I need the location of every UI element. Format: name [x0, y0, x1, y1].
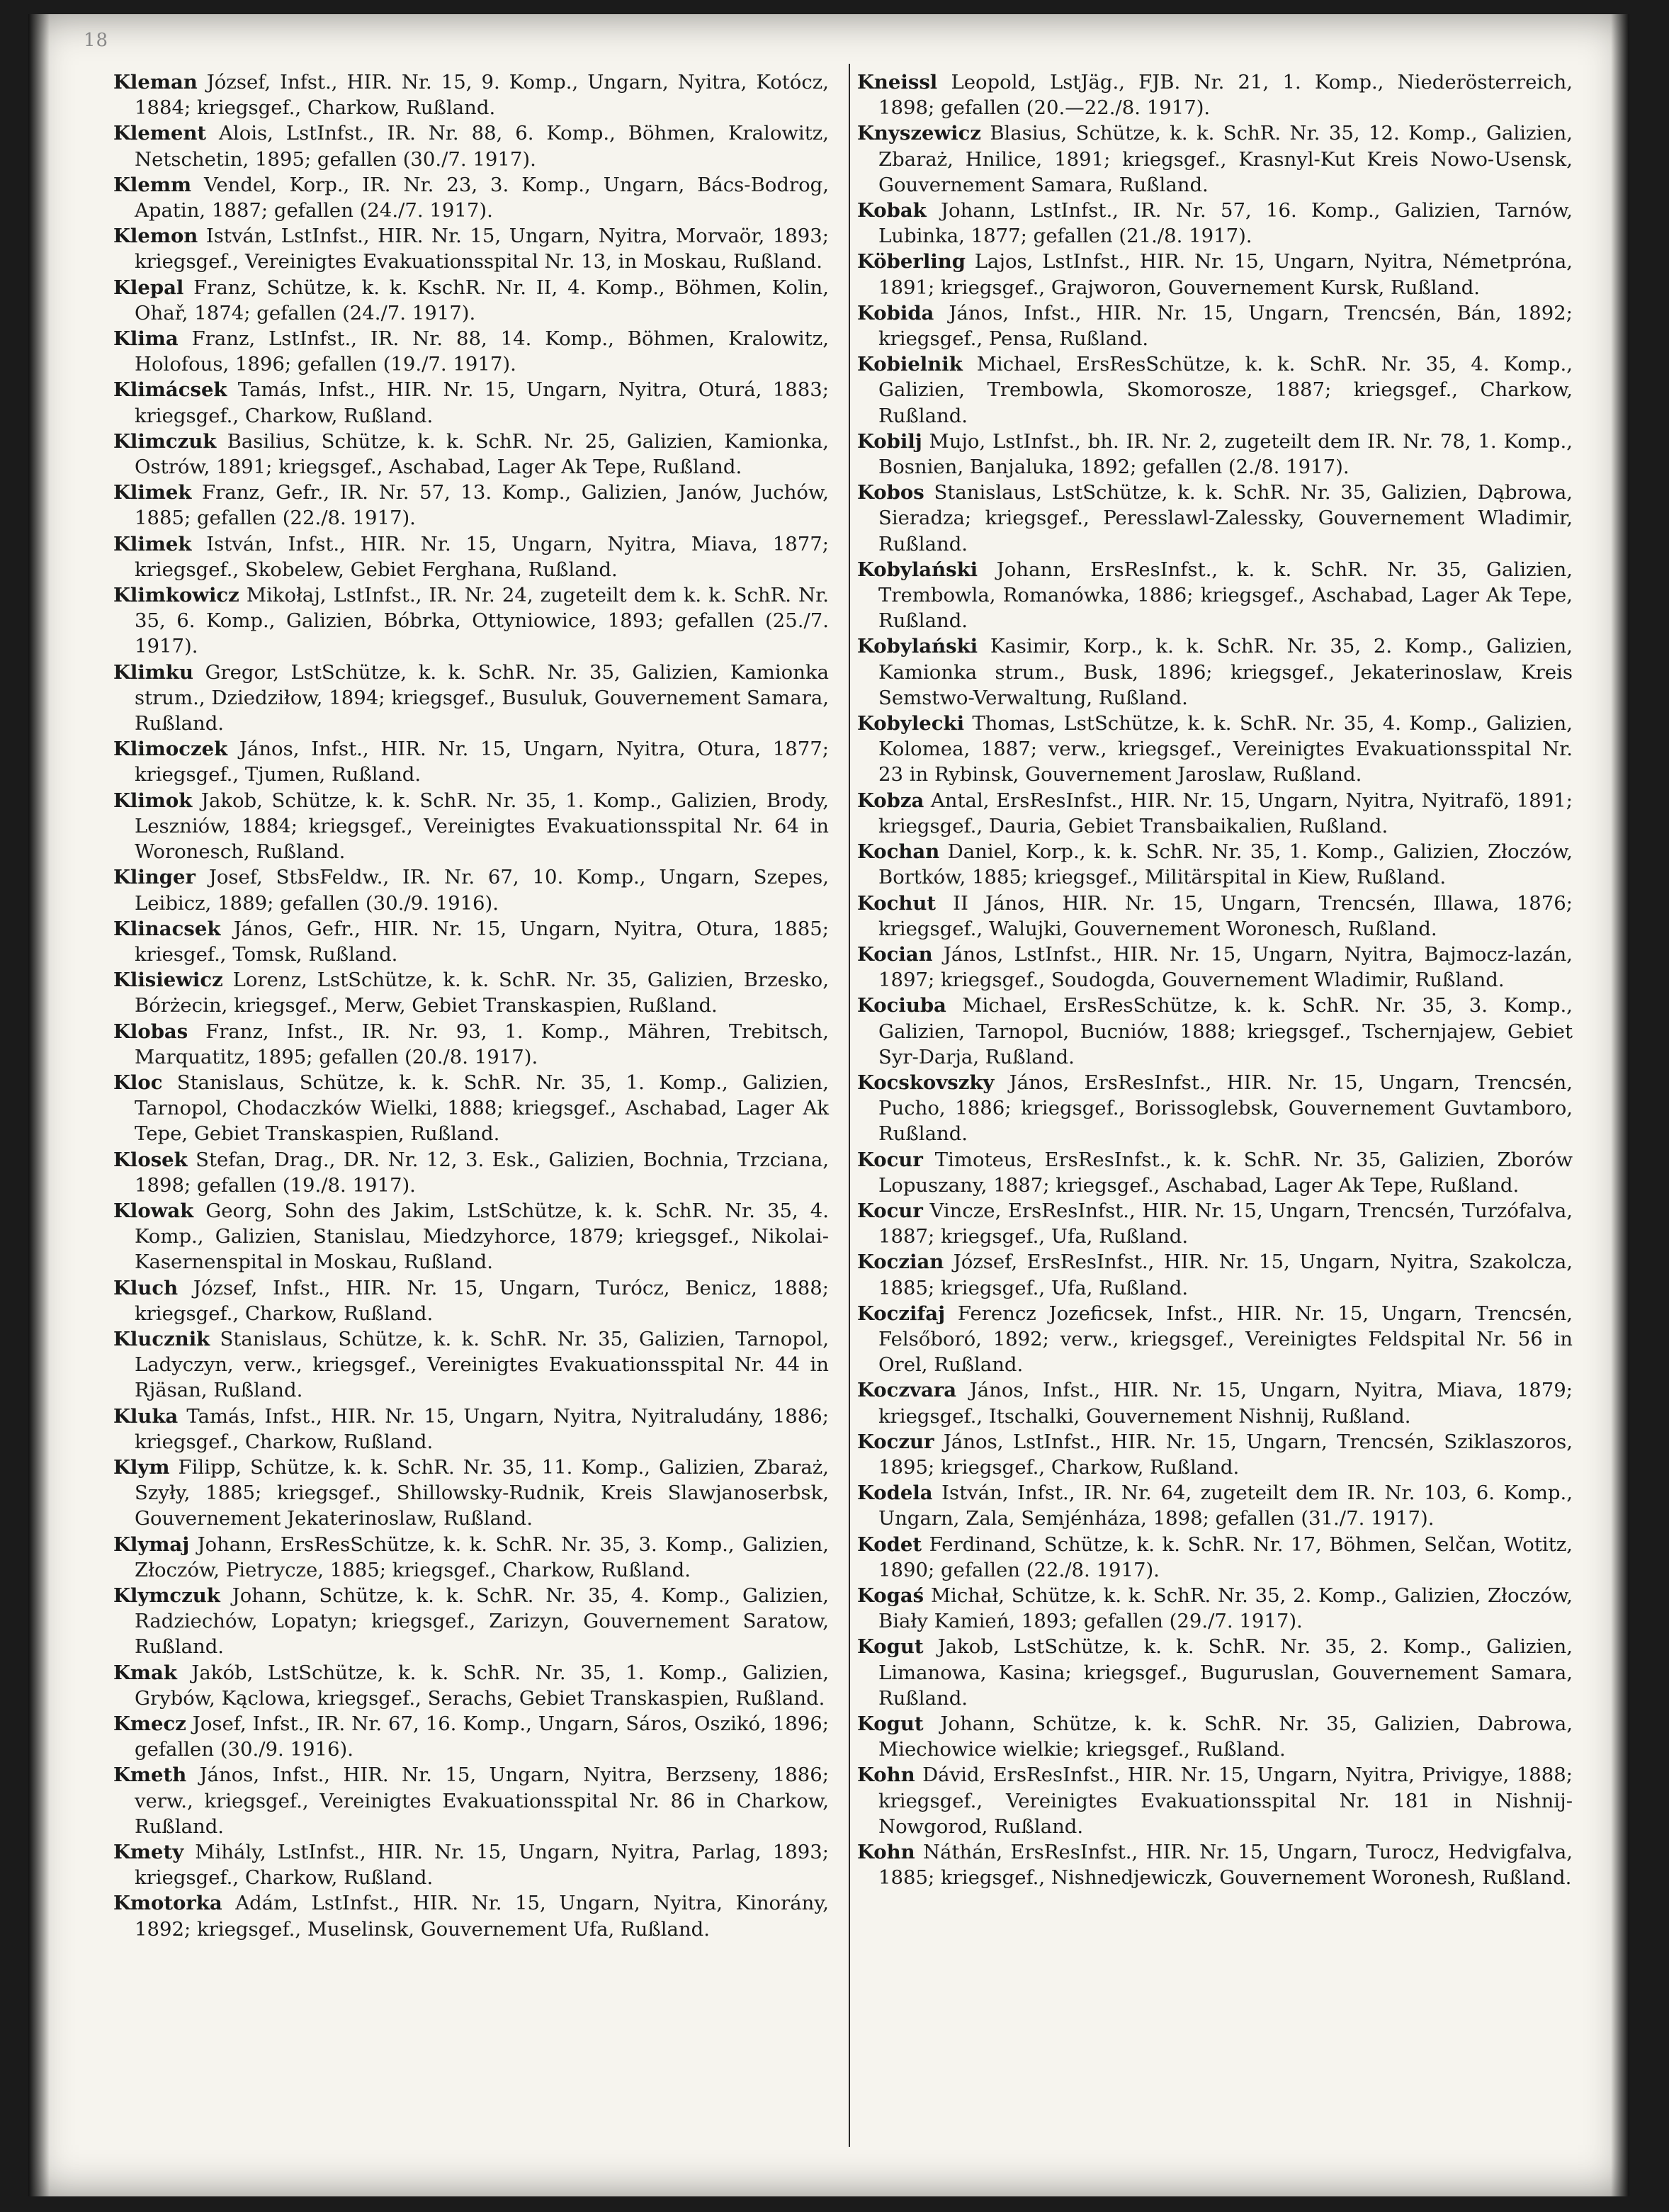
entry-surname: Kmeth: [113, 1764, 187, 1787]
list-entry: [113, 1455, 829, 1532]
entry-details: Josef, Infst., IR. Nr. 67, 16. Komp., Ungarn, Sáros, Oszikó, 1896; gefallen (30./9. 1916).: [135, 1712, 829, 1761]
entry-details: Tamás, Infst., HIR. Nr. 15, Ungarn, Nyitra, Oturá, 1883; kriegsgef., Charkow, Rußland.: [135, 378, 829, 427]
entry-surname: Klimek: [113, 481, 192, 504]
entry-surname: Klimek: [113, 532, 192, 555]
list-entry: [857, 1480, 1573, 1531]
list-entry: [113, 1660, 829, 1711]
entry-details: Mikołaj, LstInfst., IR. Nr. 24, zugeteilt dem k. k. SchR. Nr. 35, 6. Komp., Galizien, Bóbrka, Ottyniowice, 1893; gefallen (25./7. 1917).: [135, 584, 829, 658]
entry-details: Mihály, LstInfst., HIR. Nr. 15, Ungarn, Nyitra, Parlag, 1893; kriegsgef., Charkow, Rußland.: [135, 1841, 830, 1890]
entry-details: János, Infst., HIR. Nr. 15, Ungarn, Trencsén, Bán, 1892; kriegsgef., Pensa, Rußland.: [878, 301, 1573, 351]
entry-details: Vendel, Korp., IR. Nr. 23, 3. Komp., Ungarn, Bács-Bodrog, Apatin, 1887; gefallen (24./7. 1917).: [135, 173, 829, 222]
list-entry: [113, 916, 829, 967]
list-entry: [857, 480, 1573, 557]
entry-details: Daniel, Korp., k. k. SchR. Nr. 35, 1. Komp., Galizien, Złoczów, Bortków, 1885; kriegsgef., Militärspital in Kiew, Rußland.: [878, 840, 1573, 889]
entry-surname: Klisiewicz: [113, 969, 223, 992]
list-entry: [857, 429, 1573, 480]
entry-details: Alois, LstInfst., IR. Nr. 88, 6. Komp., Böhmen, Kralowitz, Netschetin, 1895; gefallen (30./7. 1917).: [135, 122, 829, 171]
entry-surname: Klinacsek: [113, 917, 221, 940]
list-entry: [857, 1147, 1573, 1198]
entry-surname: Klymczuk: [113, 1584, 220, 1607]
entry-surname: Kmecz: [113, 1712, 186, 1735]
list-entry: [113, 1326, 829, 1404]
list-entry: [113, 531, 829, 582]
list-entry: [857, 788, 1573, 839]
entry-details: Stanislaus, Schütze, k. k. SchR. Nr. 35, Galizien, Tarnopol, Ladyczyn, verw., kriegsgef., Vereinigtes Evakuationsspital Nr. 44 in Rjäsan, Rußland.: [135, 1327, 829, 1402]
entry-surname: Kobak: [857, 199, 927, 222]
entry-details: Stanislaus, LstSchütze, k. k. SchR. Nr. 35, Galizien, Dąbrowa, Sieradza; kriegsgef., Peresslawl-Zalessky, Gouvernement Wladimir, Rußland.: [878, 481, 1573, 555]
entry-surname: Kodet: [857, 1533, 922, 1556]
entry-surname: Klinger: [113, 866, 196, 889]
entry-details: Lorenz, LstSchütze, k. k. SchR. Nr. 35, Galizien, Brzesko, Bórżecin, kriegsgef., Merw, Gebiet Transkaspien, Rußland.: [135, 969, 829, 1017]
list-entry: [857, 69, 1573, 120]
entry-surname: Kochut: [857, 891, 937, 915]
entry-details: József, Infst., HIR. Nr. 15, 9. Komp., Ungarn, Nyitra, Kotócz, 1884; kriegsgef., Charkow, Rußland.: [135, 71, 830, 120]
entry-surname: Klimácsek: [113, 378, 227, 402]
entry-surname: Klimczuk: [113, 429, 217, 453]
entry-details: Michael, ErsResSchütze, k. k. SchR. Nr. 35, 4. Komp., Galizien, Trembowla, Skomorosze, 1887; kriegsgef., Charkow, Rußland.: [878, 353, 1573, 427]
list-entry: [857, 1583, 1573, 1634]
entry-details: Johann, ErsResInfst., k. k. SchR. Nr. 35, Galizien, Trembowla, Romanówka, 1886; kriegsgef., Aschabad, Lager Ak Tepe, Rußland.: [878, 558, 1573, 633]
entry-details: Náthán, ErsResInfst., HIR. Nr. 15, Ungarn, Turocz, Hedvigfalva, 1885; kriegsgef., Nishnedjewiczk, Gouvernement Woronesh, Rußland.: [878, 1841, 1573, 1890]
entry-details: János, Infst., HIR. Nr. 15, Ungarn, Nyitra, Otura, 1877; kriegsgef., Tjumen, Rußland.: [135, 738, 829, 786]
entry-details: István, LstInfst., HIR. Nr. 15, Ungarn, Nyitra, Morvaör, 1893; kriegsgef., Vereinigtes Evakuationsspital Nr. 13, in Moskau, Rußland.: [135, 225, 829, 273]
entry-surname: Klymaj: [113, 1533, 190, 1556]
entry-details: Johann, Schütze, k. k. SchR. Nr. 35, Galizien, Dabrowa, Miechowice wielkie; kriegsgef., Rußland.: [878, 1712, 1573, 1761]
entry-surname: Kocur: [857, 1199, 923, 1222]
entry-surname: Klimok: [113, 789, 193, 812]
entry-details: József, Infst., HIR. Nr. 15, Ungarn, Turócz, Benicz, 1888; kriegsgef., Charkow, Rußland.: [135, 1276, 829, 1325]
entry-surname: Klepal: [113, 276, 184, 299]
entry-details: Thomas, LstSchütze, k. k. SchR. Nr. 35, 4. Komp., Galizien, Kolomea, 1887; verw., kriegsgef., Vereinigtes Evakuationsspital Nr. 23 in Rybinsk, Gouvernement Jaroslaw, Rußland.: [878, 712, 1573, 786]
list-entry: [113, 69, 829, 120]
list-entry: [113, 1275, 829, 1326]
entry-surname: Knyszewicz: [857, 122, 981, 145]
entry-details: Stefan, Drag., DR. Nr. 12, 3. Esk., Galizien, Bochnia, Trzciana, 1898; gefallen (19./8. 1917).: [135, 1148, 830, 1197]
left-column: [113, 69, 829, 1942]
list-entry: [113, 172, 829, 223]
entry-surname: Kobza: [857, 789, 924, 812]
entry-surname: Koczvara: [857, 1379, 957, 1402]
entry-surname: Kocskovszky: [857, 1071, 995, 1094]
list-entry: [113, 864, 829, 915]
entry-details: István, Infst., HIR. Nr. 15, Ungarn, Nyitra, Miava, 1877; kriegsgef., Skobelew, Gebiet Ferghana, Rußland.: [135, 532, 829, 581]
entry-surname: Kloc: [113, 1071, 163, 1094]
list-entry: [857, 1711, 1573, 1762]
entry-details: Basilius, Schütze, k. k. SchR. Nr. 25, Galizien, Kamionka, Ostrów, 1891; kriegsgef., Aschabad, Lager Ak Tepe, Rußland.: [135, 429, 829, 479]
list-entry: [113, 377, 829, 428]
entry-surname: Klima: [113, 327, 179, 351]
entry-details: János, LstInfst., HIR. Nr. 15, Ungarn, Nyitra, Bajmocz-lazán, 1897; kriegsgef., Soudogda, Gouvernement Wladimir, Rußland.: [878, 942, 1573, 992]
entry-surname: Klement: [113, 122, 207, 145]
list-entry: [113, 223, 829, 274]
list-entry: [857, 839, 1573, 890]
entry-surname: Kochan: [857, 840, 940, 864]
entry-details: Kasimir, Korp., k. k. SchR. Nr. 35, 2. Komp., Galizien, Kamionka strum., Busk, 1896; kriegsgef., Jekaterinoslaw, Kreis Semstwo-Verwaltung, Rußland.: [878, 635, 1573, 709]
list-entry: [113, 326, 829, 377]
entry-details: Franz, Schütze, k. k. KschR. Nr. II, 4. Komp., Böhmen, Kolin, Ohař, 1874; gefallen (24./7. 1917).: [135, 276, 829, 325]
entry-surname: Kneissl: [857, 71, 938, 94]
entry-surname: Kobos: [857, 481, 924, 504]
list-entry: [113, 1147, 829, 1198]
entry-details: Stanislaus, Schütze, k. k. SchR. Nr. 35, 1. Komp., Galizien, Tarnopol, Chodaczków Wielki, 1888; kriegsgef., Aschabad, Lager Ak Tepe, Gebiet Transkaspien, Rußland.: [135, 1071, 829, 1146]
list-entry: [857, 120, 1573, 198]
entry-surname: Kobielnik: [857, 353, 963, 376]
list-entry: [113, 120, 829, 171]
entry-surname: Kogaś: [857, 1584, 924, 1607]
list-entry: [857, 198, 1573, 249]
entry-surname: Kleman: [113, 71, 198, 94]
entry-surname: Kobilj: [857, 429, 922, 453]
entry-surname: Kmak: [113, 1661, 177, 1684]
entry-details: Ferencz Jozeficsek, Infst., HIR. Nr. 15, Ungarn, Trencsén, Felsőboró, 1892; verw., kriegsgef., Vereinigtes Feldspital Nr. 56 in Orel, Rußland.: [878, 1302, 1573, 1377]
scan-shadow-left: [28, 14, 50, 2196]
entry-details: Leopold, LstJäg., FJB. Nr. 21, 1. Komp., Niederösterreich, 1898; gefallen (20.—22./8. 1917).: [878, 71, 1573, 120]
list-entry: [857, 557, 1573, 634]
entry-details: Filipp, Schütze, k. k. SchR. Nr. 35, 11. Komp., Galizien, Zbaraż, Szyły, 1885; kriegsgef., Shillowsky-Rudnik, Kreis Slawjanoserbsk, Gouvernement Jekaterinoslaw, Rußland.: [135, 1455, 829, 1530]
entry-details: János, Infst., HIR. Nr. 15, Ungarn, Nyitra, Berzseny, 1886; verw., kriegsgef., Vereinigtes Evakuationsspital Nr. 86 in Charkow, Rußland.: [135, 1764, 829, 1838]
list-entry: [113, 660, 829, 737]
entry-details: Antal, ErsResInfst., HIR. Nr. 15, Ungarn, Nyitra, Nyitrafö, 1891; kriegsgef., Dauria, Gebiet Transbaikalien, Rußland.: [878, 789, 1573, 837]
entry-details: Jakób, LstSchütze, k. k. SchR. Nr. 35, 1. Komp., Galizien, Grybów, Kąclowa, kriegsgef., Serachs, Gebiet Transkaspien, Rußland.: [135, 1661, 829, 1710]
list-entry: [857, 1377, 1573, 1428]
entry-surname: Klowak: [113, 1199, 194, 1222]
entry-details: Franz, LstInfst., IR. Nr. 88, 14. Komp., Böhmen, Kralowitz, Holofous, 1896; gefallen (19./7. 1917).: [135, 327, 829, 376]
entry-details: Vincze, ErsResInfst., HIR. Nr. 15, Ungarn, Trencsén, Turzófalva, 1887; kriegsgef., Ufa, Rußland.: [878, 1199, 1573, 1248]
entry-surname: Kluch: [113, 1276, 179, 1299]
entry-details: Johann, Schütze, k. k. SchR. Nr. 35, 4. Komp., Galizien, Radziechów, Lopatyn; kriegsgef., Zarizyn, Gouvernement Saratow, Rußland.: [135, 1584, 830, 1659]
list-entry: [113, 275, 829, 326]
list-entry: [113, 582, 829, 660]
entry-details: Ferdinand, Schütze, k. k. SchR. Nr. 17, Böhmen, Selčan, Wotitz, 1890; gefallen (22./8. 1917).: [878, 1533, 1573, 1581]
list-entry: [857, 1198, 1573, 1249]
entry-surname: Kogut: [857, 1635, 924, 1659]
list-entry: [857, 1249, 1573, 1300]
entry-details: Franz, Gefr., IR. Nr. 57, 13. Komp., Galizien, Janów, Juchów, 1885; gefallen (22./8. 1917).: [135, 481, 829, 530]
entry-surname: Kluka: [113, 1404, 179, 1428]
list-entry: [857, 1070, 1573, 1147]
list-entry: [113, 1890, 829, 1941]
entry-details: Jakob, Schütze, k. k. SchR. Nr. 35, 1. Komp., Galizien, Brody, Leszniów, 1884; kriegsgef., Vereinigtes Evakuationsspital Nr. 64 in Woronesch, Rußland.: [135, 789, 830, 864]
entry-surname: Klimku: [113, 660, 193, 684]
list-entry: [113, 429, 829, 480]
list-entry: [113, 480, 829, 531]
list-entry: [113, 1711, 829, 1762]
list-entry: [113, 1532, 829, 1583]
entry-details: Josef, StbsFeldw., IR. Nr. 67, 10. Komp., Ungarn, Szepes, Leibicz, 1889; gefallen (30./9. 1916).: [135, 866, 829, 915]
list-entry: [857, 633, 1573, 711]
list-entry: [113, 736, 829, 787]
list-entry: [857, 1762, 1573, 1839]
entry-details: János, Gefr., HIR. Nr. 15, Ungarn, Nyitra, Otura, 1885; kriesgef., Tomsk, Rußland.: [135, 917, 829, 966]
list-entry: [857, 942, 1573, 993]
entry-surname: Kodela: [857, 1482, 933, 1505]
entry-details: Michael, ErsResSchütze, k. k. SchR. Nr. 35, 3. Komp., Galizien, Tarnopol, Bucniów, 1888; kriegsgef., Tschernjajew, Gebiet Syr-Darja, Rußland.: [878, 994, 1573, 1068]
entry-details: Johann, ErsResSchütze, k. k. SchR. Nr. 35, 3. Komp., Galizien, Złoczów, Pietrycze, 1885; kriegsgef., Charkow, Rußland.: [135, 1533, 829, 1581]
entry-surname: Kocian: [857, 942, 933, 966]
list-entry: [113, 1404, 829, 1455]
list-entry: [857, 1429, 1573, 1480]
list-entry: [113, 1839, 829, 1890]
entry-surname: Klobas: [113, 1020, 188, 1043]
entry-surname: Klemon: [113, 225, 198, 248]
list-entry: [113, 1019, 829, 1070]
entry-details: Michał, Schütze, k. k. SchR. Nr. 35, 2. Komp., Galizien, Złoczów, Biały Kamień, 1893; gefallen (29./7. 1917).: [878, 1584, 1573, 1633]
entry-surname: Klym: [113, 1455, 170, 1479]
entry-details: Timoteus, ErsResInfst., k. k. SchR. Nr. 35, Galizien, Zborów Lopuszany, 1887; kriegsgef., Aschabad, Lager Ak Tepe, Rußland.: [878, 1148, 1573, 1197]
list-entry: [857, 351, 1573, 429]
list-entry: [857, 711, 1573, 788]
list-entry: [113, 1070, 829, 1147]
entry-details: Johann, LstInfst., IR. Nr. 57, 16. Komp., Galizien, Tarnów, Lubinka, 1877; gefallen (21./8. 1917).: [878, 199, 1573, 248]
entry-surname: Kohn: [857, 1841, 915, 1864]
entry-details: József, ErsResInfst., HIR. Nr. 15, Ungarn, Nyitra, Szakolcza, 1885; kriegsgef., Ufa, Rußland.: [878, 1251, 1573, 1299]
entry-surname: Kocur: [857, 1148, 923, 1171]
entry-surname: Köberling: [857, 250, 966, 273]
entry-details: Lajos, LstInfst., HIR. Nr. 15, Ungarn, Nyitra, Németpróna, 1891; kriegsgef., Grajworon, Gouvernement Kursk, Rußland.: [878, 250, 1573, 299]
list-entry: [857, 993, 1573, 1070]
entry-details: István, Infst., IR. Nr. 64, zugeteilt dem IR. Nr. 103, 6. Komp., Ungarn, Zala, Semjénháza, 1898; gefallen (31./7. 1917).: [878, 1482, 1573, 1530]
entry-details: Adám, LstInfst., HIR. Nr. 15, Ungarn, Nyitra, Kinorány, 1892; kriegsgef., Muselinsk, Gouvernement Ufa, Rußland.: [135, 1892, 829, 1941]
scan-shadow-right: [1611, 14, 1629, 2196]
page-number: 18: [84, 30, 109, 51]
entry-surname: Klemm: [113, 173, 192, 196]
list-entry: [857, 1532, 1573, 1583]
entry-surname: Klosek: [113, 1148, 188, 1171]
entry-details: Jakob, LstSchütze, k. k. SchR. Nr. 35, 2. Komp., Galizien, Limanowa, Kasina; kriegsgef., Buguruslan, Gouvernement Samara, Rußland.: [878, 1635, 1573, 1710]
entry-surname: Kohn: [857, 1764, 915, 1787]
entry-details: Mujo, LstInfst., bh. IR. Nr. 2, zugeteilt dem IR. Nr. 78, 1. Komp., Bosnien, Banjaluka, 1892; gefallen (2./8. 1917).: [878, 429, 1573, 479]
entry-details: Blasius, Schütze, k. k. SchR. Nr. 35, 12. Komp., Galizien, Zbaraż, Hnilice, 1891; kriegsgef., Krasnyl-Kut Kreis Nowo-Usensk, Gouvernement Samara, Rußland.: [878, 122, 1573, 196]
list-entry: [113, 1762, 829, 1839]
list-entry: [857, 1634, 1573, 1711]
entry-surname: Klucznik: [113, 1327, 210, 1350]
entry-details: Dávid, ErsResInfst., HIR. Nr. 15, Ungarn, Nyitra, Privigye, 1888; kriegsgef., Vereinigtes Evakuationsspital Nr. 181 in Nishnij-Nowgorod, Rußland.: [878, 1764, 1573, 1838]
entry-surname: Koczifaj: [857, 1302, 946, 1325]
entry-surname: Kobylański: [857, 558, 978, 581]
entry-details: Georg, Sohn des Jakim, LstSchütze, k. k. SchR. Nr. 35, 4. Komp., Galizien, Stanislau, Miedzyhorce, 1879; kriegsgef., Nikolai-Kasernenspital in Moskau, Rußland.: [135, 1199, 829, 1274]
entry-surname: Koczian: [857, 1251, 944, 1274]
document-page: [28, 14, 1629, 2196]
entry-surname: Kobylański: [857, 635, 978, 658]
list-entry: [857, 1839, 1573, 1890]
entry-surname: Klimkowicz: [113, 584, 239, 607]
entry-details: Franz, Infst., IR. Nr. 93, 1. Komp., Mähren, Trebitsch, Marquatitz, 1895; gefallen (20./8. 1917).: [135, 1020, 829, 1068]
list-entry: [857, 1301, 1573, 1378]
entry-details: János, ErsResInfst., HIR. Nr. 15, Ungarn, Trencsén, Pucho, 1886; kriegsgef., Borissoglebsk, Gouvernement Guvtamboro, Rußland.: [878, 1071, 1573, 1146]
right-column: [857, 69, 1573, 1890]
list-entry: [113, 1198, 829, 1275]
entry-surname: Koczur: [857, 1430, 934, 1453]
column-divider: [849, 64, 850, 2147]
list-entry: [857, 891, 1573, 942]
entry-surname: Kobida: [857, 301, 934, 325]
entry-surname: Kobylecki: [857, 712, 965, 735]
entry-details: János, LstInfst., HIR. Nr. 15, Ungarn, Trencsén, Sziklaszoros, 1895; kriegsgef., Charkow, Rußland.: [878, 1430, 1573, 1479]
entry-surname: Kmety: [113, 1841, 184, 1864]
entry-surname: Kogut: [857, 1712, 924, 1735]
entry-surname: Kociuba: [857, 994, 946, 1017]
list-entry: [857, 249, 1573, 300]
entry-details: Gregor, LstSchütze, k. k. SchR. Nr. 35, Galizien, Kamionka strum., Dziedziłow, 1894; kriegsgef., Busuluk, Gouvernement Samara, Rußland.: [135, 660, 829, 735]
entry-details: János, Infst., HIR. Nr. 15, Ungarn, Nyitra, Miava, 1879; kriegsgef., Itschalki, Gouvernement Nishnij, Rußland.: [878, 1379, 1573, 1428]
list-entry: [113, 1583, 829, 1660]
entry-surname: Klimoczek: [113, 738, 228, 761]
list-entry: [113, 788, 829, 865]
entry-surname: Kmotorka: [113, 1892, 222, 1915]
entry-details: Tamás, Infst., HIR. Nr. 15, Ungarn, Nyitra, Nyitraludány, 1886; kriegsgef., Charkow, Rußland.: [135, 1404, 829, 1453]
list-entry: [113, 967, 829, 1018]
list-entry: [857, 300, 1573, 351]
entry-details: II János, HIR. Nr. 15, Ungarn, Trencsén, Illawa, 1876; kriegsgef., Walujki, Gouvernement Woronesch, Rußland.: [878, 891, 1573, 940]
